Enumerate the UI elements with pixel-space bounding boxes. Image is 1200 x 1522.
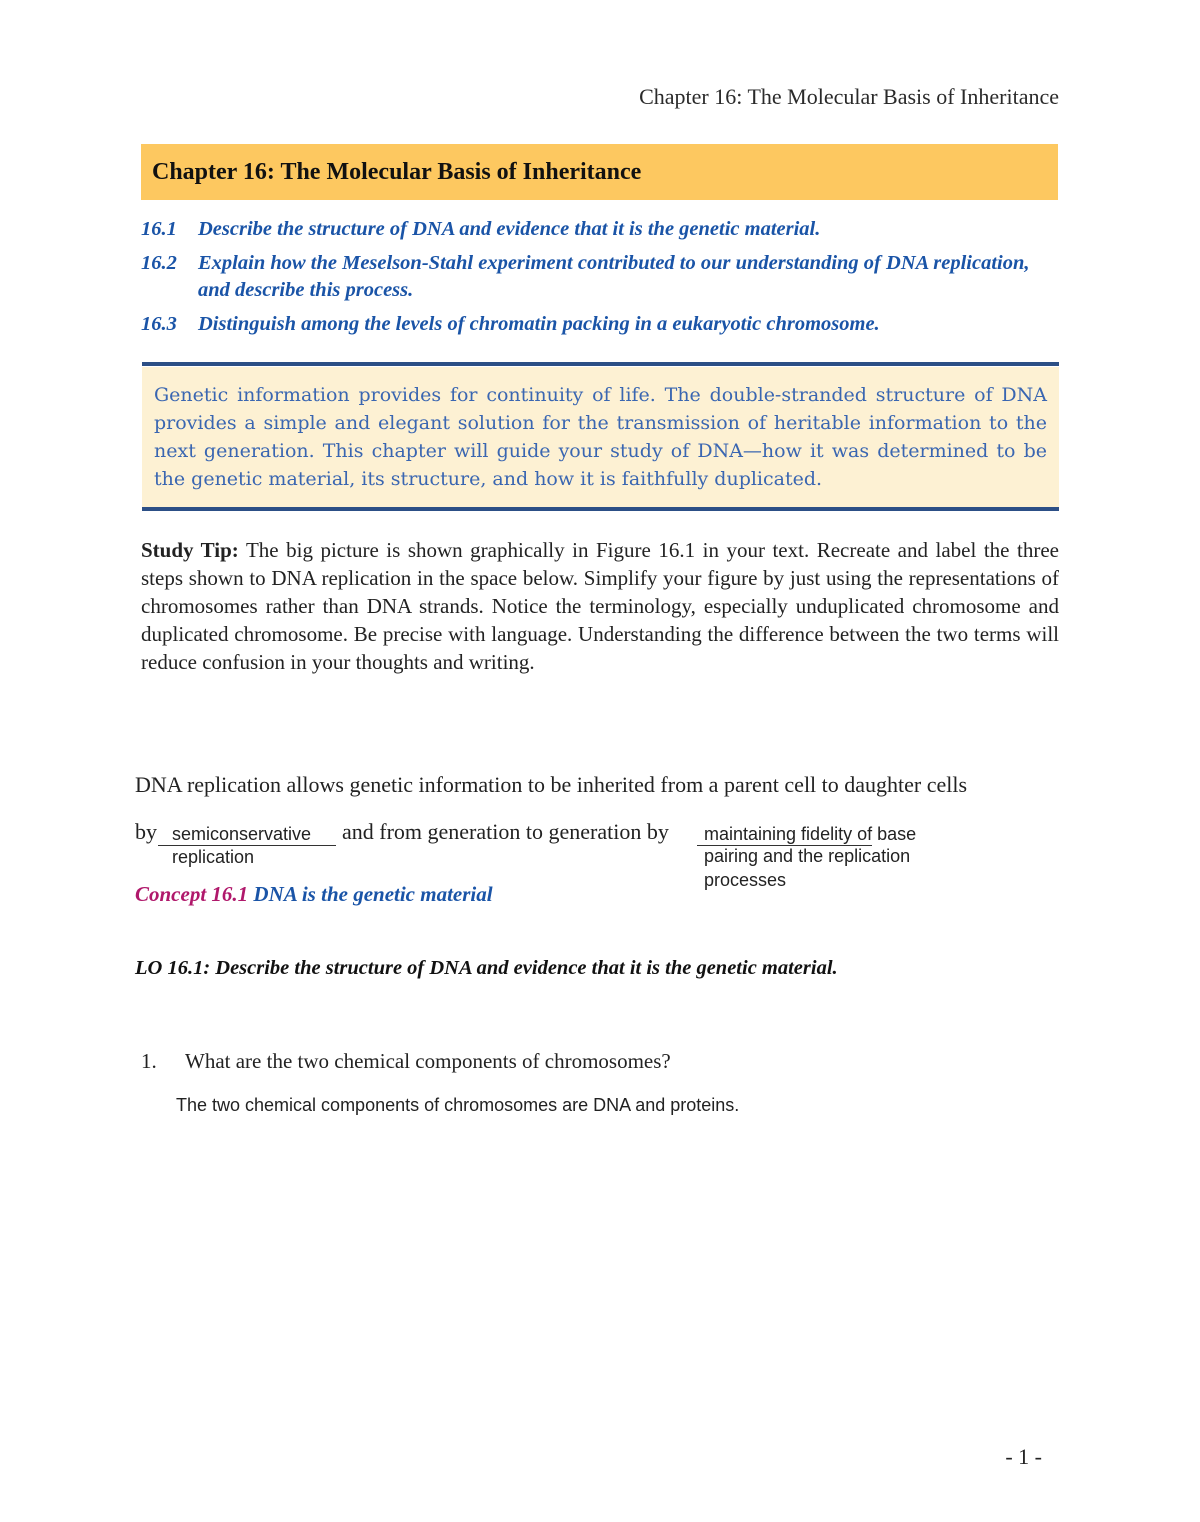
intro-bottom-rule [142, 507, 1059, 511]
learning-objective-heading: LO 16.1: Describe the structure of DNA and evidence that it is the genetic material. [135, 957, 838, 979]
answer-1-continuation: replication [172, 847, 255, 867]
answer-2-text: maintaining fidelity of base [704, 824, 917, 844]
answer-2-line-3: processes [704, 870, 787, 890]
answer-1-text: semiconservative [172, 824, 312, 844]
answer-blank-1[interactable] [172, 822, 311, 846]
fill-in-middle-text: and from generation to generation by [342, 819, 669, 844]
learning-objectives [141, 216, 1061, 345]
concept-heading [135, 882, 493, 907]
intro-box [142, 367, 1059, 508]
objective-item [141, 250, 1061, 304]
objective-text: Describe the structure of DNA and evidence that it is the genetic material. [198, 218, 821, 240]
chapter-title: Chapter 16: The Molecular Basis of Inheritance [152, 158, 642, 185]
intro-text: Genetic information provides for continuity of life. The double-stranded structure of DNA provides a simple and elegant solution for the transmission of heritable information to the next generation. This chapter will guide your study of DNA—how it was determined to be the genetic material, its structure, and how it is faithfully duplicated. [154, 384, 1047, 490]
by-prefix: by [135, 819, 157, 844]
objective-item [141, 311, 1061, 338]
study-tip-label: Study Tip: [141, 538, 239, 562]
objective-number: 16.3 [141, 313, 177, 335]
answer-blank-2[interactable] [704, 822, 916, 846]
chapter-title-bar [141, 144, 1058, 200]
question-answer[interactable]: The two chemical components of chromosomes are DNA and proteins. [176, 1095, 740, 1115]
study-tip-text: The big picture is shown graphically in Figure 16.1 in your text. Recreate and label the three steps shown to DNA replication in the space below. Simplify your figure by just using the representations of chromosomes rather than DNA strands. Notice the terminology, especially unduplicated chromosome and duplicated chromosome. Be precise with language. Understanding the difference between the two terms will reduce confusion in your thoughts and writing. [141, 538, 1059, 674]
concept-label: Concept 16.1 [135, 882, 249, 906]
fill-in-sentence: DNA replication allows genetic information to be inherited from a parent cell to daughter cells [135, 772, 968, 797]
objective-item [141, 216, 1061, 243]
answer-2-line-2: pairing and the replication [704, 846, 911, 866]
objective-text: Distinguish among the levels of chromatin packing in a eukaryotic chromosome. [198, 313, 880, 335]
question-text: What are the two chemical components of chromosomes? [185, 1049, 671, 1073]
study-tip [141, 536, 1059, 676]
objective-text: Explain how the Meselson-Stahl experiment contributed to our understanding of DNA replication, and describe this process. [198, 252, 1030, 301]
question-number: 1. [141, 1049, 157, 1073]
page-number: - 1 - [1005, 1444, 1042, 1469]
objective-number: 16.1 [141, 218, 177, 240]
intro-top-rule [142, 362, 1059, 366]
running-header: Chapter 16: The Molecular Basis of Inheritance [639, 84, 1059, 109]
concept-text: DNA is the genetic material [253, 882, 493, 906]
objective-number: 16.2 [141, 252, 177, 274]
